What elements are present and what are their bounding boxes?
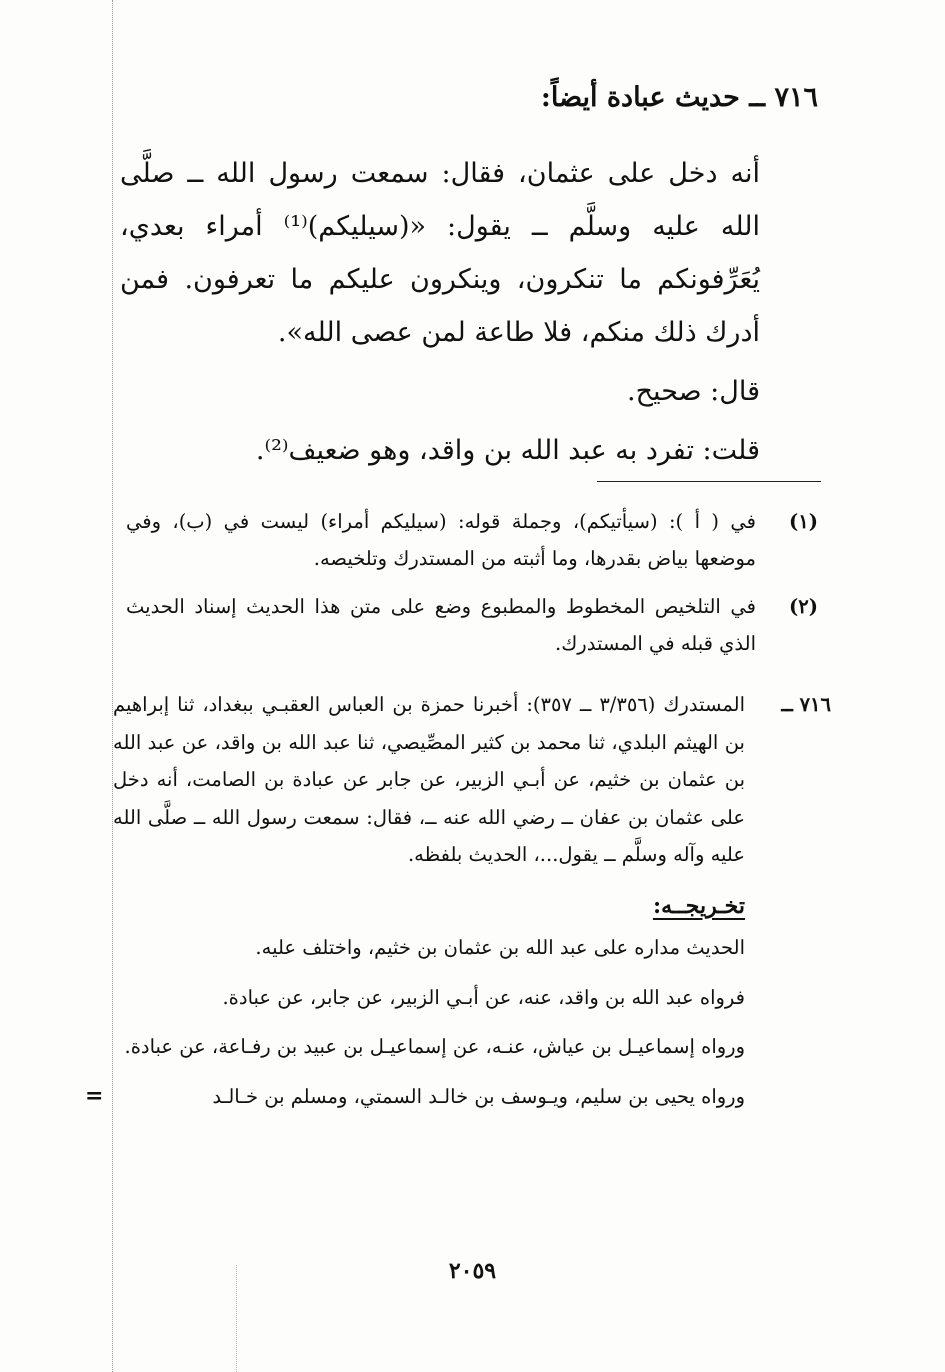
takhrij-title: تخـريجــه: (652, 892, 745, 919)
footnote-number: (١) (789, 510, 818, 533)
hadith-text: أنه دخل على عثمان، فقال: سمعت رسول الله ــ صلَّى الله عليه وسلَّم ــ يقول: «(سيليكم)⁽¹⁾ أمراء بعدي، يُعَرِّفونكم ما تنكرون، وينكرون عليكم ما تعرفون. فمن أدرك ذلك منكم، فلا طاعة لمن عصى الله». (120, 158, 760, 348)
continuation-mark: = (85, 1082, 104, 1109)
hadith-body (120, 147, 760, 477)
footnote-text: في التلخيص المخطوط والمطبوع وضع على متن هذا الحديث إسناد الحديث الذي قبله في المستدرك. (126, 595, 756, 655)
takhrij-paragraph: الحديث مداره على عبد الله بن عثمان بن خثيم، واختلف عليه. (255, 936, 745, 959)
footnote-number: (٢) (789, 595, 818, 618)
takhrij-section (85, 686, 831, 1115)
footnote (126, 503, 818, 577)
takhrij-last-line (85, 1078, 745, 1116)
ruling-qala: قال: صحيح. (627, 376, 760, 407)
takhrij-paragraph: ورواه إسماعيـل بن عياش، عنـه، عن إسماعيـل بن عبيد بن رفـاعة، عن عبادة. (124, 1035, 745, 1058)
page-number: ٢٠٥٩ (448, 1258, 497, 1284)
takhrij-paragraph: فرواه عبد الله بن واقد، عنه، عن أبـي الزبير، عن جابر، عن عبادة. (222, 985, 745, 1009)
takhrij-last-line-text: ورواه يحيى بن سليم، ويـوسف بن خالـد السمتي، ومسلم بن خـالـد (212, 1084, 745, 1108)
entry-number: ٧١٦ ــ (781, 693, 831, 716)
footnote (126, 588, 818, 662)
source-entry (113, 686, 831, 874)
footnote-text: في ( أ ): (سيأتيكم)، وجملة قوله: (سيليكم أمراء) ليست في (ب)، وفي موضعها بياض بقدرها، وما أثبته من المستدرك وتلخيصه. (126, 510, 756, 570)
footnote-separator (597, 481, 821, 482)
hadith-heading: ٧١٦ ــ حديث عبادة أيضاً: (540, 82, 818, 113)
entry-text: المستدرك (٣/٣٥٦ ــ ٣٥٧): أخبرنا حمزة بن العباس العقبـي ببغداد، ثنا إبراهيم بن الهيثم البلدي، ثنا محمد بن كثير المصِّيصي، ثنا عبد الله بن واقد، عن عبد الله بن عثمان بن خثيم، عن أبـي الزبير، عن جابر عن عبادة بن الصامت، أنه دخل على عثمان بن عفان ــ رضي الله عنه ــ، فقال: سمعت رسول الله ــ صلَّى الله عليه وآله وسلَّم ــ يقول...، الحديث بلفظه. (113, 693, 745, 866)
footnotes (126, 503, 818, 673)
ruling-qultu: قلت: تفرد به عبد الله بن واقد، وهو ضعيف⁽²⁾. (255, 435, 760, 466)
